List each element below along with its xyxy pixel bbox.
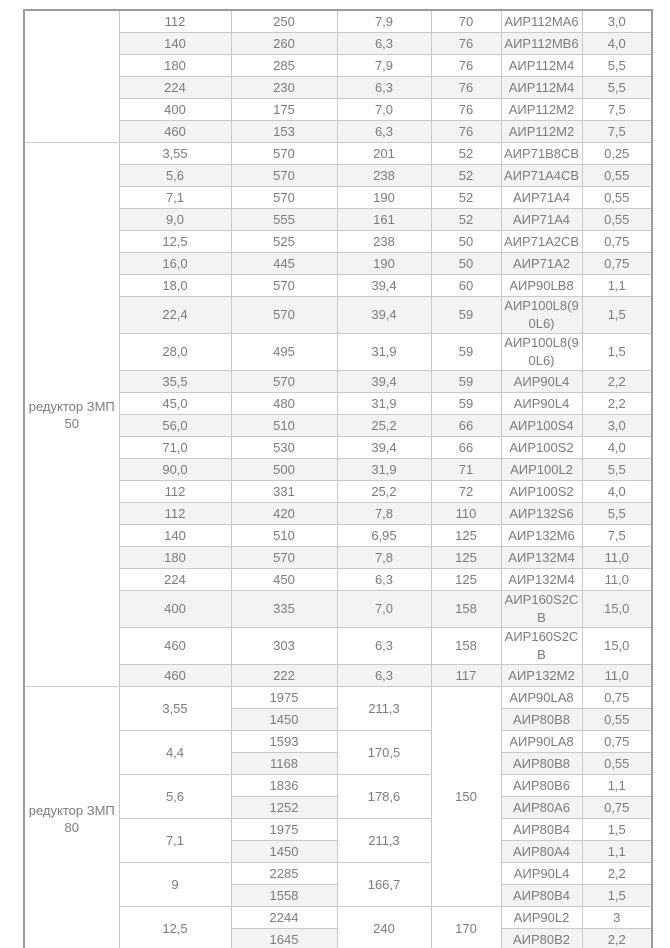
- cell-motor: АИР100L8(90L6): [501, 297, 582, 334]
- cell-rpm: 2244: [231, 907, 337, 929]
- cell-torque: 39,4: [337, 297, 431, 334]
- table-row: [24, 481, 652, 503]
- cell-motor: АИР80А6: [501, 797, 582, 819]
- table-row: [24, 33, 652, 55]
- cell-rpm: 570: [231, 371, 337, 393]
- cell-ratio: 45,0: [119, 393, 231, 415]
- reducer-spec-table: [23, 9, 653, 948]
- cell-power: 1,5: [582, 885, 652, 907]
- cell-power: 1,1: [582, 775, 652, 797]
- cell-torque: 7,9: [337, 55, 431, 77]
- cell-torque: 6,3: [337, 569, 431, 591]
- cell-motor: АИР160S2СВ: [501, 628, 582, 665]
- cell-rpm: 510: [231, 525, 337, 547]
- table-row: [24, 209, 652, 231]
- cell-load: 76: [431, 99, 501, 121]
- cell-power: 15,0: [582, 628, 652, 665]
- cell-power: 15,0: [582, 591, 652, 628]
- cell-ratio: 9: [119, 863, 231, 907]
- cell-load: 52: [431, 143, 501, 165]
- cell-ratio: 35,5: [119, 371, 231, 393]
- cell-torque: 6,3: [337, 77, 431, 99]
- cell-motor: АИР90L4: [501, 863, 582, 885]
- cell-power: 0,75: [582, 797, 652, 819]
- cell-motor: АИР80В8: [501, 753, 582, 775]
- cell-torque: 7,0: [337, 99, 431, 121]
- table-row: [24, 334, 652, 371]
- cell-motor: АИР90LB8: [501, 275, 582, 297]
- cell-power: 5,5: [582, 55, 652, 77]
- table-row: [24, 503, 652, 525]
- cell-power: 0,75: [582, 231, 652, 253]
- cell-load: 125: [431, 525, 501, 547]
- cell-torque: 238: [337, 165, 431, 187]
- cell-power: 2,2: [582, 393, 652, 415]
- table-row: [24, 77, 652, 99]
- cell-motor: АИР112М4: [501, 77, 582, 99]
- table-row: [24, 687, 652, 709]
- table-row: [24, 187, 652, 209]
- cell-ratio: 224: [119, 77, 231, 99]
- cell-load: 52: [431, 209, 501, 231]
- cell-rpm: 1975: [231, 687, 337, 709]
- cell-power: 0,75: [582, 731, 652, 753]
- cell-power: 7,5: [582, 121, 652, 143]
- cell-torque: 240: [337, 907, 431, 948]
- cell-load: 52: [431, 165, 501, 187]
- cell-rpm: 1252: [231, 797, 337, 819]
- cell-power: 2,2: [582, 371, 652, 393]
- cell-motor: АИР132М4: [501, 547, 582, 569]
- cell-ratio: 22,4: [119, 297, 231, 334]
- cell-torque: 39,4: [337, 437, 431, 459]
- cell-ratio: 7,1: [119, 819, 231, 863]
- table-row: [24, 231, 652, 253]
- cell-rpm: 570: [231, 143, 337, 165]
- cell-power: 0,55: [582, 753, 652, 775]
- cell-ratio: 140: [119, 33, 231, 55]
- table-row: [24, 547, 652, 569]
- cell-power: 3: [582, 907, 652, 929]
- cell-torque: 190: [337, 187, 431, 209]
- cell-motor: АИР80В2: [501, 929, 582, 948]
- cell-power: 1,5: [582, 819, 652, 841]
- cell-load: 59: [431, 393, 501, 415]
- cell-rpm: 495: [231, 334, 337, 371]
- section-label: редуктор ЗМП 50: [24, 143, 119, 687]
- cell-rpm: 1450: [231, 841, 337, 863]
- cell-torque: 161: [337, 209, 431, 231]
- cell-rpm: 1168: [231, 753, 337, 775]
- cell-rpm: 1558: [231, 885, 337, 907]
- cell-torque: 178,6: [337, 775, 431, 819]
- table-row: [24, 628, 652, 665]
- cell-motor: АИР90L4: [501, 393, 582, 415]
- cell-load: 70: [431, 10, 501, 33]
- cell-motor: АИР90L2: [501, 907, 582, 929]
- cell-motor: АИР80В6: [501, 775, 582, 797]
- cell-motor: АИР71А4: [501, 209, 582, 231]
- cell-rpm: 525: [231, 231, 337, 253]
- cell-rpm: 250: [231, 10, 337, 33]
- cell-load: 125: [431, 569, 501, 591]
- cell-load: 50: [431, 253, 501, 275]
- cell-power: 2,2: [582, 863, 652, 885]
- cell-rpm: 500: [231, 459, 337, 481]
- cell-torque: 190: [337, 253, 431, 275]
- cell-power: 11,0: [582, 569, 652, 591]
- table-row: [24, 297, 652, 334]
- cell-rpm: 1450: [231, 709, 337, 731]
- cell-torque: 7,9: [337, 10, 431, 33]
- table-row: [24, 569, 652, 591]
- cell-power: 1,5: [582, 297, 652, 334]
- cell-load: 158: [431, 591, 501, 628]
- cell-power: 7,5: [582, 525, 652, 547]
- table-row: [24, 459, 652, 481]
- cell-torque: 7,0: [337, 591, 431, 628]
- cell-power: 0,75: [582, 253, 652, 275]
- cell-rpm: 445: [231, 253, 337, 275]
- cell-ratio: 400: [119, 591, 231, 628]
- table-row: [24, 907, 652, 929]
- cell-load: 158: [431, 628, 501, 665]
- cell-ratio: 7,1: [119, 187, 231, 209]
- table-row: [24, 55, 652, 77]
- cell-ratio: 5,6: [119, 775, 231, 819]
- cell-ratio: 460: [119, 665, 231, 687]
- cell-ratio: 460: [119, 628, 231, 665]
- cell-torque: 201: [337, 143, 431, 165]
- cell-torque: 6,3: [337, 121, 431, 143]
- cell-rpm: 570: [231, 297, 337, 334]
- cell-power: 3,0: [582, 10, 652, 33]
- cell-torque: 7,8: [337, 503, 431, 525]
- cell-ratio: 140: [119, 525, 231, 547]
- cell-ratio: 112: [119, 503, 231, 525]
- cell-ratio: 180: [119, 547, 231, 569]
- cell-motor: АИР112МА6: [501, 10, 582, 33]
- table-row: [24, 525, 652, 547]
- table-row: [24, 10, 652, 33]
- cell-rpm: 2285: [231, 863, 337, 885]
- cell-rpm: 331: [231, 481, 337, 503]
- cell-power: 7,5: [582, 99, 652, 121]
- cell-load: 125: [431, 547, 501, 569]
- cell-torque: 170,5: [337, 731, 431, 775]
- cell-power: 11,0: [582, 665, 652, 687]
- cell-rpm: 570: [231, 275, 337, 297]
- table-row: [24, 437, 652, 459]
- cell-torque: 6,3: [337, 33, 431, 55]
- cell-rpm: 230: [231, 77, 337, 99]
- cell-power: 1,1: [582, 275, 652, 297]
- cell-motor: АИР100S2: [501, 437, 582, 459]
- cell-power: 5,5: [582, 459, 652, 481]
- cell-motor: АИР132М6: [501, 525, 582, 547]
- cell-motor: АИР112М2: [501, 121, 582, 143]
- cell-load: 117: [431, 665, 501, 687]
- cell-power: 0,75: [582, 687, 652, 709]
- cell-power: 5,5: [582, 503, 652, 525]
- table-row: [24, 275, 652, 297]
- table-row: [24, 393, 652, 415]
- table-row: [24, 253, 652, 275]
- cell-power: 2,2: [582, 929, 652, 948]
- cell-ratio: 28,0: [119, 334, 231, 371]
- cell-ratio: 90,0: [119, 459, 231, 481]
- cell-ratio: 3,55: [119, 143, 231, 165]
- cell-rpm: 335: [231, 591, 337, 628]
- cell-ratio: 460: [119, 121, 231, 143]
- cell-load: 150: [431, 687, 501, 907]
- cell-motor: АИР71А2: [501, 253, 582, 275]
- table-row: [24, 121, 652, 143]
- cell-motor: АИР100S2: [501, 481, 582, 503]
- cell-load: 76: [431, 33, 501, 55]
- table-row: [24, 591, 652, 628]
- cell-rpm: 260: [231, 33, 337, 55]
- cell-load: 71: [431, 459, 501, 481]
- cell-power: 0,55: [582, 709, 652, 731]
- cell-motor: АИР71В8СВ: [501, 143, 582, 165]
- cell-power: 0,25: [582, 143, 652, 165]
- cell-load: 66: [431, 437, 501, 459]
- cell-torque: 31,9: [337, 459, 431, 481]
- cell-ratio: 9,0: [119, 209, 231, 231]
- cell-power: 1,5: [582, 334, 652, 371]
- cell-torque: 211,3: [337, 819, 431, 863]
- cell-power: 11,0: [582, 547, 652, 569]
- cell-rpm: 1593: [231, 731, 337, 753]
- cell-torque: 238: [337, 231, 431, 253]
- section-label: [24, 10, 119, 143]
- cell-torque: 6,3: [337, 628, 431, 665]
- cell-rpm: 480: [231, 393, 337, 415]
- cell-motor: АИР71А4: [501, 187, 582, 209]
- cell-load: 59: [431, 297, 501, 334]
- cell-motor: АИР160S2СВ: [501, 591, 582, 628]
- cell-motor: АИР71А2СВ: [501, 231, 582, 253]
- cell-load: 50: [431, 231, 501, 253]
- cell-load: 76: [431, 121, 501, 143]
- cell-motor: АИР112МВ6: [501, 33, 582, 55]
- cell-load: 170: [431, 907, 501, 948]
- table-row: [24, 731, 652, 753]
- cell-power: 4,0: [582, 437, 652, 459]
- cell-motor: АИР132S6: [501, 503, 582, 525]
- cell-rpm: 450: [231, 569, 337, 591]
- cell-torque: 31,9: [337, 393, 431, 415]
- cell-power: 0,55: [582, 187, 652, 209]
- cell-motor: АИР100L8(90L6): [501, 334, 582, 371]
- cell-load: 59: [431, 334, 501, 371]
- cell-torque: 6,95: [337, 525, 431, 547]
- cell-motor: АИР100S4: [501, 415, 582, 437]
- cell-power: 1,1: [582, 841, 652, 863]
- cell-torque: 39,4: [337, 275, 431, 297]
- cell-rpm: 570: [231, 187, 337, 209]
- cell-ratio: 12,5: [119, 231, 231, 253]
- table-row: [24, 371, 652, 393]
- cell-torque: 211,3: [337, 687, 431, 731]
- cell-rpm: 570: [231, 165, 337, 187]
- cell-rpm: 153: [231, 121, 337, 143]
- cell-load: 60: [431, 275, 501, 297]
- cell-torque: 31,9: [337, 334, 431, 371]
- table-row: [24, 775, 652, 797]
- cell-power: 4,0: [582, 33, 652, 55]
- cell-torque: 166,7: [337, 863, 431, 907]
- cell-motor: АИР90LA8: [501, 731, 582, 753]
- cell-ratio: 112: [119, 10, 231, 33]
- cell-power: 4,0: [582, 481, 652, 503]
- table-row: [24, 165, 652, 187]
- cell-motor: АИР100L2: [501, 459, 582, 481]
- cell-ratio: 16,0: [119, 253, 231, 275]
- cell-motor: АИР112М4: [501, 55, 582, 77]
- table-row: [24, 819, 652, 841]
- table-row: [24, 863, 652, 885]
- table-row: [24, 143, 652, 165]
- cell-rpm: 510: [231, 415, 337, 437]
- cell-rpm: 222: [231, 665, 337, 687]
- cell-ratio: 56,0: [119, 415, 231, 437]
- cell-motor: АИР90L4: [501, 371, 582, 393]
- cell-ratio: 71,0: [119, 437, 231, 459]
- cell-ratio: 18,0: [119, 275, 231, 297]
- cell-ratio: 400: [119, 99, 231, 121]
- cell-motor: АИР90LA8: [501, 687, 582, 709]
- table-row: [24, 415, 652, 437]
- cell-ratio: 4,4: [119, 731, 231, 775]
- cell-torque: 7,8: [337, 547, 431, 569]
- cell-rpm: 1645: [231, 929, 337, 948]
- cell-rpm: 303: [231, 628, 337, 665]
- cell-rpm: 175: [231, 99, 337, 121]
- cell-ratio: 3,55: [119, 687, 231, 731]
- cell-motor: АИР132М4: [501, 569, 582, 591]
- cell-ratio: 180: [119, 55, 231, 77]
- cell-ratio: 5,6: [119, 165, 231, 187]
- cell-torque: 6,3: [337, 665, 431, 687]
- cell-torque: 39,4: [337, 371, 431, 393]
- cell-power: 5,5: [582, 77, 652, 99]
- cell-load: 76: [431, 77, 501, 99]
- cell-power: 0,55: [582, 209, 652, 231]
- cell-load: 72: [431, 481, 501, 503]
- cell-power: 3,0: [582, 415, 652, 437]
- cell-torque: 25,2: [337, 481, 431, 503]
- table-row: [24, 665, 652, 687]
- cell-rpm: 420: [231, 503, 337, 525]
- table-body: [24, 10, 652, 948]
- cell-motor: АИР80В4: [501, 885, 582, 907]
- cell-load: 110: [431, 503, 501, 525]
- cell-rpm: 530: [231, 437, 337, 459]
- cell-motor: АИР112М2: [501, 99, 582, 121]
- cell-rpm: 285: [231, 55, 337, 77]
- cell-motor: АИР71А4СВ: [501, 165, 582, 187]
- table-row: [24, 99, 652, 121]
- cell-load: 76: [431, 55, 501, 77]
- cell-motor: АИР132М2: [501, 665, 582, 687]
- section-label: редуктор ЗМП 80: [24, 687, 119, 948]
- cell-motor: АИР80А4: [501, 841, 582, 863]
- cell-rpm: 1975: [231, 819, 337, 841]
- cell-rpm: 555: [231, 209, 337, 231]
- cell-rpm: 1836: [231, 775, 337, 797]
- cell-motor: АИР80В8: [501, 709, 582, 731]
- cell-ratio: 112: [119, 481, 231, 503]
- cell-torque: 25,2: [337, 415, 431, 437]
- cell-ratio: 12,5: [119, 907, 231, 948]
- cell-load: 59: [431, 371, 501, 393]
- cell-motor: АИР80В4: [501, 819, 582, 841]
- cell-power: 0,55: [582, 165, 652, 187]
- cell-rpm: 570: [231, 547, 337, 569]
- cell-ratio: 224: [119, 569, 231, 591]
- cell-load: 52: [431, 187, 501, 209]
- cell-load: 66: [431, 415, 501, 437]
